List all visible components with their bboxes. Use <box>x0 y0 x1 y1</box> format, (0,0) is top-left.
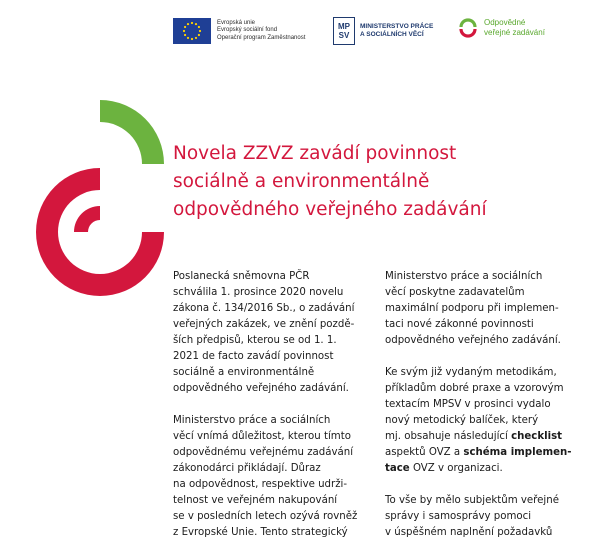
text-line <box>385 429 595 445</box>
eu-star-icon <box>199 30 201 32</box>
ovz-logo-line: Odpovědné <box>484 18 526 27</box>
title-line: Novela ZZVZ zavádí povinnost <box>173 143 457 164</box>
text-line: ších předpisů, kterou se od 1. 1. <box>173 335 337 346</box>
text-line: sociálně a environmentálně <box>173 367 315 378</box>
text-line: se v posledních letech ozývá rovněž <box>173 511 358 522</box>
right-paragraph-3 <box>385 493 595 541</box>
ovz-logo-text <box>484 18 545 38</box>
eu-star-icon <box>187 23 189 25</box>
text-fragment: OVZ v organizaci. <box>409 463 503 474</box>
page-title <box>173 140 573 224</box>
eu-logo-line: Evropský sociální fond <box>217 27 278 34</box>
text-line: telnost ve veřejném nakupování <box>173 495 338 506</box>
text-line: zákonodárci přikládají. Důraz <box>173 463 321 474</box>
text-line: správy i samosprávy pomoci <box>385 511 532 522</box>
text-line: veřejných zakázek, ve znění pozdě- <box>173 319 355 330</box>
emblem-red-arc <box>36 168 164 296</box>
text-line <box>385 445 595 461</box>
eu-esf-logo <box>173 18 305 44</box>
mpsv-mark-line: SV <box>338 31 350 40</box>
left-column <box>173 269 373 557</box>
left-paragraph-1 <box>173 269 373 397</box>
text-line: v úspěšném naplnění požadavků <box>385 527 553 538</box>
text-line <box>385 461 595 477</box>
text-line: Ke svým již vydaným metodikám, <box>385 367 557 378</box>
text-line: nový metodický balíček, který <box>385 415 539 426</box>
text-line: Ministerstvo práce a sociálních <box>173 415 331 426</box>
text-line: taci nové zákonné povinnosti <box>385 319 534 330</box>
ovz-emblem-icon <box>34 98 166 296</box>
eu-star-icon <box>195 23 197 25</box>
eu-logo-line: Operační program Zaměstnanost <box>217 34 306 41</box>
mpsv-mark-line: MP <box>338 22 350 31</box>
text-line: na odpovědnost, respektive udrži- <box>173 479 348 490</box>
mpsv-mark-icon <box>333 17 355 45</box>
eu-star-icon <box>183 30 185 32</box>
text-line: věcí poskytne zadavatelům <box>385 287 525 298</box>
mpsv-logo-line: A SOCIÁLNÍCH VĚCÍ <box>360 31 424 38</box>
text-line: 2021 de facto zavádí povinnost <box>173 351 334 362</box>
eu-logo-text <box>217 20 305 43</box>
eu-star-icon <box>195 37 197 39</box>
text-line: Poslanecká sněmovna PČR <box>173 271 310 282</box>
text-line: maximální podporu při implemen- <box>385 303 559 314</box>
eu-star-icon <box>187 37 189 39</box>
checklist-emphasis: checklist <box>511 431 563 442</box>
text-line: odpovědnému veřejnému zadávání <box>173 447 354 458</box>
text-line: textacím MPSV v prosinci vydalo <box>385 399 551 410</box>
eu-star-icon <box>184 26 186 28</box>
text-line: z Evropské Unie. Tento strategický <box>173 527 348 538</box>
schema-emphasis: tace <box>385 463 410 474</box>
text-line: zákona č. 134/2016 Sb., o zadávání <box>173 303 355 314</box>
text-line: odpovědného veřejného zadávání. <box>385 335 561 346</box>
ovz-logo <box>458 18 545 38</box>
eu-logo-line: Evropská unie <box>217 19 256 26</box>
text-line: To vše by mělo subjektům veřejné <box>385 495 559 506</box>
right-paragraph-2 <box>385 365 595 477</box>
right-paragraph-1 <box>385 269 595 349</box>
text-line: věcí vnímá důležitost, kterou tímto <box>173 431 351 442</box>
ovz-logo-line: veřejné zadávání <box>484 28 545 37</box>
eu-flag-icon <box>173 18 211 44</box>
text-line: příkladům dobré praxe a vzorovým <box>385 383 564 394</box>
right-column <box>385 269 595 557</box>
eu-stars-icon <box>173 18 211 44</box>
text-fragment: mj. obsahuje následující <box>385 431 512 442</box>
mpsv-logo <box>333 17 433 45</box>
ovz-mark-icon <box>458 18 478 38</box>
eu-star-icon <box>198 26 200 28</box>
mpsv-logo-text <box>360 23 433 39</box>
title-line: odpovědného veřejného zadávání <box>173 199 487 220</box>
title-line: sociálně a environmentálně <box>173 171 430 192</box>
emblem-green-arc <box>100 100 164 164</box>
text-line: Ministerstvo práce a sociálních <box>385 271 543 282</box>
emblem-red-inner-arc <box>74 206 100 232</box>
text-fragment: aspektů OVZ a <box>385 447 464 458</box>
text-line: odpovědného veřejného zadávání. <box>173 383 349 394</box>
eu-star-icon <box>191 22 193 24</box>
schema-emphasis: schéma implemen- <box>463 447 572 458</box>
eu-star-icon <box>198 34 200 36</box>
mpsv-logo-line: MINISTERSTVO PRÁCE <box>360 23 434 30</box>
text-line: schválila 1. prosince 2020 novelu <box>173 287 344 298</box>
eu-star-icon <box>184 34 186 36</box>
eu-star-icon <box>191 38 193 40</box>
left-paragraph-2 <box>173 413 373 541</box>
